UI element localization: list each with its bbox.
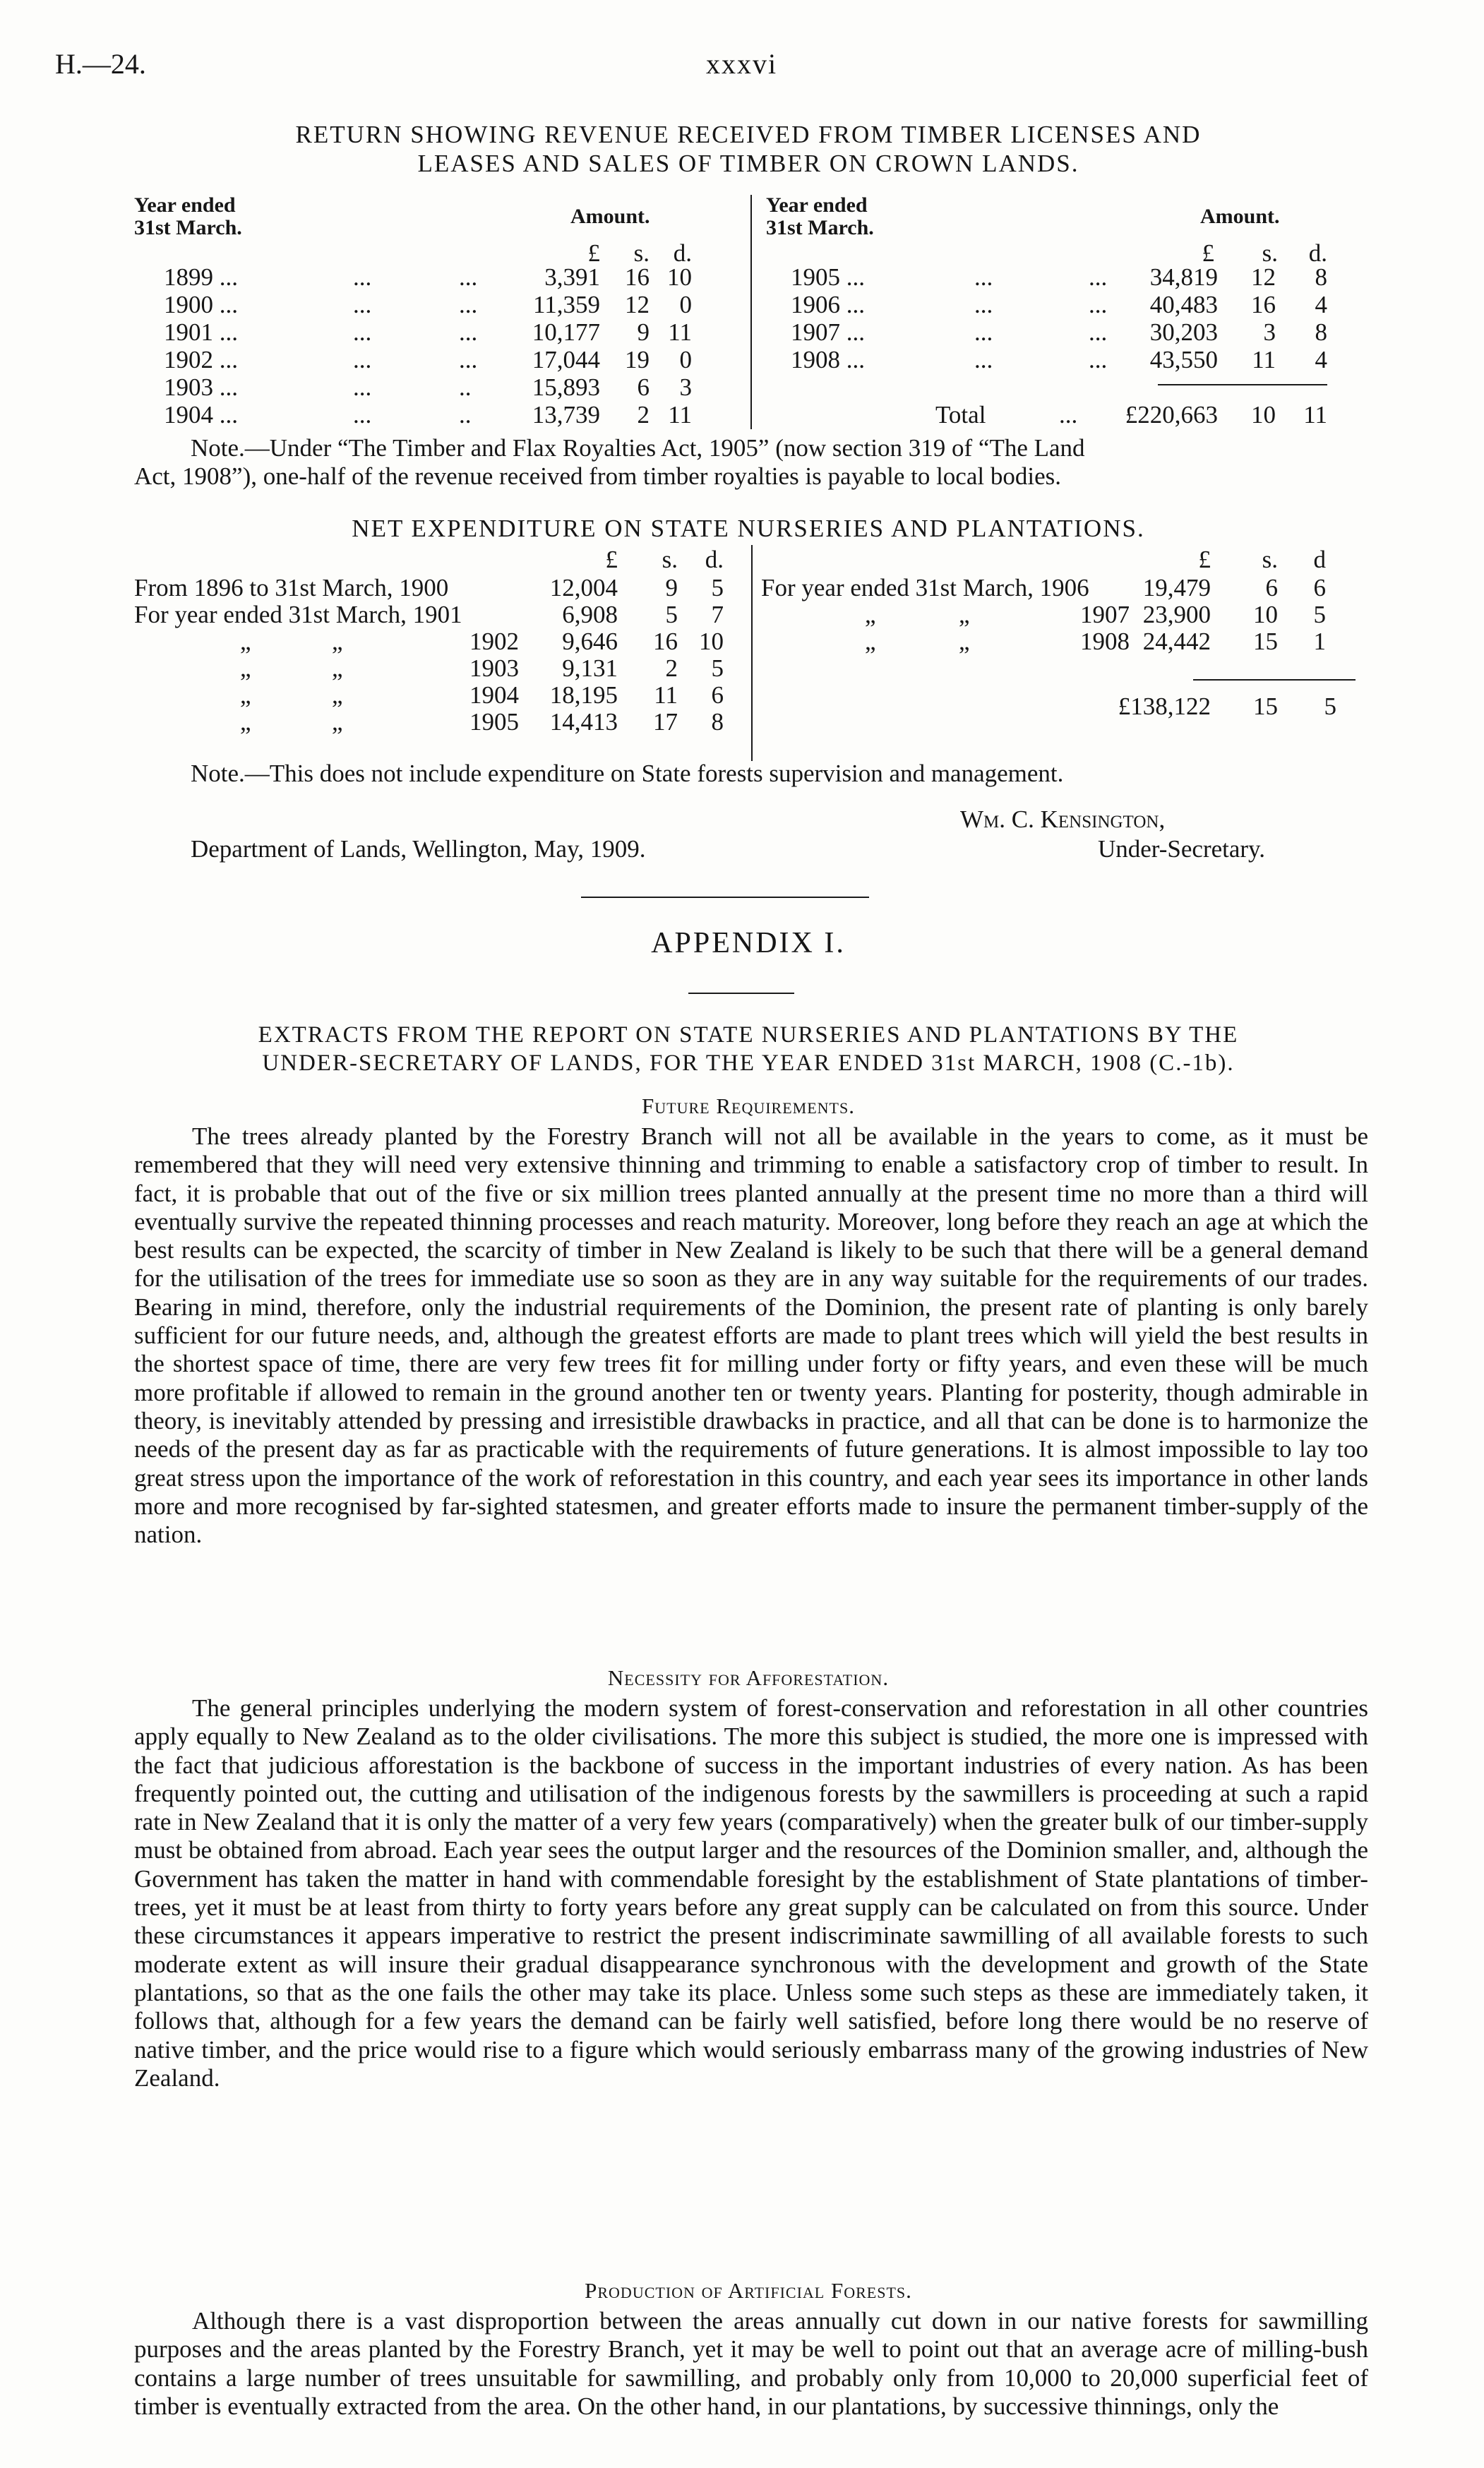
revenue-col-year-left-2: 31st March. xyxy=(134,216,242,239)
section-heading-production: Production of Artificial Forests. xyxy=(585,2278,912,2303)
revenue-total-rule xyxy=(1158,384,1327,385)
pounds-cell: 9,646 xyxy=(562,628,618,655)
extracts-title-line1: EXTRACTS FROM THE REPORT ON STATE NURSERIES AND PLANTATIONS BY THE xyxy=(258,1022,1239,1048)
year-cell: 1904 ... xyxy=(164,401,238,429)
period-cell: For year ended 31st March, 1906 xyxy=(761,574,1089,601)
total-pounds: £138,122 xyxy=(1118,693,1211,720)
ditto-mark: „ xyxy=(332,628,343,655)
year-cell: 1905 ... xyxy=(791,263,865,291)
shillings-cell: 12 xyxy=(1251,263,1276,291)
nurseries-unit-pound-right: £ xyxy=(1198,546,1211,573)
nurseries-note: Note.—This does not include expenditure on State forests supervision and management. xyxy=(191,760,1064,787)
revenue-unit-s-left: s. xyxy=(633,239,650,267)
pounds-cell: 43,550 xyxy=(1149,346,1218,373)
pence-cell: 10 xyxy=(699,628,724,655)
leader-dots: ... xyxy=(459,346,478,373)
pounds-cell: 14,413 xyxy=(549,708,618,736)
shillings-cell: 17 xyxy=(653,708,678,736)
shillings-cell: 2 xyxy=(637,401,650,429)
pounds-cell: 9,131 xyxy=(562,654,618,682)
leader-dots: ... xyxy=(1089,291,1108,318)
nurseries-total-rule xyxy=(1193,679,1356,681)
revenue-col-year-right-1: Year ended xyxy=(766,193,868,217)
page-number: xxxvi xyxy=(706,48,778,80)
section-text-necessity: The general principles underlying the modern system of forest-conservation and reforestation in all other countries apply equally to New Zealand as to the older civilisations. The more this subject is studied, the more one is impressed with the fact that judicious afforestation is the backbone of success in the important industries of every nation. As has been frequently pointed out, the cutting and utilisation of the indigenous forests by the sawmillers is proceeding at such a rapid rate in New Zealand that it is only the matter of a very few years (comparatively) when the greater bulk of our timber-supply must be obtained from abroad. Each year sees the output larger and the resources of the Dominion smaller, and, although the Government has taken the matter in hand with commendable foresight by the establishment of State plantations of timber-trees, yet it must be at least from thirty to forty years before any great supply can be calculated on from this source. Under these circumstances it appears imperative to restrict the present indiscriminate sawmilling of all available forests to such moderate extent as will insure their gradual disappearance synchronous with the development and growth of the State plantations, so that as the one fails the other may take its place. Unless some such steps as these are immediately taken, it follows that, although for a few years the demand can be fairly well satisfied, before long there would be no reserve of native timber, and the price would rise to a figure which would seriously embarrass many of the growing industries of New Zealand. xyxy=(134,1694,1368,2092)
pence-cell: 5 xyxy=(711,654,724,682)
leader-dots: ... xyxy=(1089,263,1108,291)
revenue-unit-d-right: d. xyxy=(1308,239,1327,267)
shillings-cell: 16 xyxy=(1251,291,1276,318)
nurseries-unit-d-left: d. xyxy=(705,546,724,573)
revenue-column-divider xyxy=(750,195,752,429)
revenue-unit-s-right: s. xyxy=(1262,239,1278,267)
leader-dots: ... xyxy=(353,291,372,318)
pounds-cell: 30,203 xyxy=(1149,318,1218,346)
pence-cell: 0 xyxy=(679,291,692,318)
leader-dots: ... xyxy=(459,291,478,318)
shillings-cell: 2 xyxy=(665,654,678,682)
leader-dots: ... xyxy=(1089,346,1108,373)
shillings-cell: 15 xyxy=(1253,628,1278,655)
revenue-col-year-right-2: 31st March. xyxy=(766,216,874,239)
pounds-cell: 18,195 xyxy=(549,681,618,709)
pounds-cell: 15,893 xyxy=(532,373,600,401)
pence-cell: 6 xyxy=(711,681,724,709)
pounds-cell: 13,739 xyxy=(532,401,600,429)
revenue-unit-pound-left: £ xyxy=(587,239,600,267)
pence-cell: 8 xyxy=(711,708,724,736)
shillings-cell: 5 xyxy=(665,601,678,628)
section-divider xyxy=(581,897,869,898)
pence-cell: 11 xyxy=(668,401,692,429)
pence-cell: 4 xyxy=(1315,291,1327,318)
nurseries-unit-d-right: d xyxy=(1313,546,1326,573)
shillings-cell: 12 xyxy=(625,291,650,318)
signature-title: Under-Secretary. xyxy=(1098,835,1266,863)
year-cell: 1905 xyxy=(469,708,519,736)
year-cell: 1900 ... xyxy=(164,291,238,318)
shillings-cell: 9 xyxy=(665,574,678,601)
shillings-cell: 6 xyxy=(637,373,650,401)
signature-name: Wm. C. Kensington, xyxy=(960,805,1166,833)
leader-dots: ... xyxy=(1059,401,1078,429)
pence-cell: 0 xyxy=(679,346,692,373)
total-pence: 11 xyxy=(1303,401,1327,429)
section-text-production: Although there is a vast disproportion between the areas annually cut down in our native forests for sawmilling purposes and the areas planted by the Forestry Branch, yet it may be well to point out that an average acre of milling-bush contains a large number of trees unsuitable for sawmilling, and probably only from 10,000 to 20,000 superficial feet of timber is eventually extracted from the area. On the other hand, in our plantations, by successive thinnings, only the xyxy=(134,2307,1368,2420)
pence-cell: 11 xyxy=(668,318,692,346)
leader-dots: ... xyxy=(974,346,993,373)
ditto-mark: „ xyxy=(865,628,876,655)
period-cell: From 1896 to 31st March, 1900 xyxy=(134,574,449,601)
nurseries-unit-s-left: s. xyxy=(662,546,678,573)
leader-dots: ... xyxy=(1089,318,1108,346)
year-cell: 1903 xyxy=(469,654,519,682)
year-cell: 1907 xyxy=(1080,601,1130,628)
section-text-future: The trees already planted by the Forestry Branch will not all be available in the years to come, as it must be remembered that they will need very extensive thinning and trimming to enable a satisfactory crop of timber to result. In fact, it is probable that out of the five or six million trees planted annually at the present time no more than a third will eventually survive the repeated thinning processes and reach maturity. Moreover, long before they reach an age at which the best results can be expected, the scarcity of timber in New Zealand is likely to be such that there will be a general demand for the utilisation of the trees for immediate use so soon as they are in any way suitable for the requirements of our trades. Bearing in mind, therefore, only the industrial requirements of the Dominion, the present rate of planting is only barely sufficient for our future needs, and, although the greatest efforts are made to plant trees which will yield the best results in the shortest space of time, there are very few trees fit for milling under forty or fifty years, and even these will be much more profitable if allowed to remain in the ground another ten or twenty years. Planting for posterity, though admirable in theory, is inevitably attended by pressing and irresistible drawbacks in practice, and all that can be done is to harmonize the needs of the present day as far as practicable with the requirements of future generations. It is almost impossible to lay too great stress upon the importance of the work of reforestation in this country, and each year sees its importance in other lands more and more recognised by far-sighted statesmen, and greater efforts made to insure the permanent timber-supply of the nation. xyxy=(134,1122,1368,1549)
year-cell: 1904 xyxy=(469,681,519,709)
leader-dots: ... xyxy=(974,263,993,291)
ditto-mark: „ xyxy=(332,681,343,709)
total-pence: 5 xyxy=(1324,693,1336,720)
pence-cell: 5 xyxy=(1313,601,1326,628)
revenue-col-amount-right: Amount. xyxy=(1200,205,1280,228)
pounds-cell: 34,819 xyxy=(1149,263,1218,291)
total-shillings: 15 xyxy=(1253,693,1278,720)
shillings-cell: 16 xyxy=(653,628,678,655)
pence-cell: 8 xyxy=(1315,263,1327,291)
revenue-title-line2: LEASES AND SALES OF TIMBER ON CROWN LANDS. xyxy=(417,150,1079,177)
ditto-mark: „ xyxy=(865,601,876,628)
leader-dots: ... xyxy=(353,263,372,291)
leader-dots: ... xyxy=(353,318,372,346)
shillings-cell: 16 xyxy=(625,263,650,291)
pounds-cell: 40,483 xyxy=(1149,291,1218,318)
page-code: H.—24. xyxy=(55,48,146,80)
shillings-cell: 3 xyxy=(1263,318,1276,346)
ditto-mark: „ xyxy=(240,628,251,655)
ditto-mark: „ xyxy=(240,681,251,709)
nurseries-column-divider xyxy=(751,545,753,761)
shillings-cell: 11 xyxy=(1252,346,1276,373)
ditto-mark: „ xyxy=(332,654,343,682)
shillings-cell: 10 xyxy=(1253,601,1278,628)
revenue-col-year-left-1: Year ended xyxy=(134,193,236,217)
ditto-mark: „ xyxy=(959,601,970,628)
leader-dots: ... xyxy=(459,318,478,346)
pounds-cell: 12,004 xyxy=(549,574,618,601)
pence-cell: 4 xyxy=(1315,346,1327,373)
section-heading-necessity: Necessity for Afforestation. xyxy=(607,1665,890,1690)
pounds-cell: 10,177 xyxy=(532,318,600,346)
pounds-cell: 17,044 xyxy=(532,346,600,373)
year-cell: 1901 ... xyxy=(164,318,238,346)
pounds-cell: 24,442 xyxy=(1142,628,1211,655)
leader-dots: .. xyxy=(459,373,472,401)
ditto-mark: „ xyxy=(332,708,343,736)
revenue-note-line1: Note.—Under “The Timber and Flax Royalties Act, 1905” (now section 319 of “The Land xyxy=(191,434,1085,462)
pounds-cell: 11,359 xyxy=(533,291,600,318)
year-cell: 1908 ... xyxy=(791,346,865,373)
ditto-mark: „ xyxy=(240,708,251,736)
total-shillings: 10 xyxy=(1251,401,1276,429)
pence-cell: 6 xyxy=(1313,574,1326,601)
pence-cell: 1 xyxy=(1313,628,1326,655)
leader-dots: ... xyxy=(459,263,478,291)
ditto-mark: „ xyxy=(240,654,251,682)
pounds-cell: 23,900 xyxy=(1142,601,1211,628)
leader-dots: ... xyxy=(353,401,372,429)
shillings-cell: 9 xyxy=(637,318,650,346)
pounds-cell: 19,479 xyxy=(1142,574,1211,601)
nurseries-title: NET EXPENDITURE ON STATE NURSERIES AND PLANTATIONS. xyxy=(352,515,1145,542)
year-cell: 1902 xyxy=(469,628,519,655)
leader-dots: ... xyxy=(974,291,993,318)
leader-dots: ... xyxy=(974,318,993,346)
leader-dots: ... xyxy=(353,373,372,401)
extracts-title-line2: UNDER-SECRETARY OF LANDS, FOR THE YEAR ENDED 31st MARCH, 1908 (C.-1b). xyxy=(262,1050,1235,1076)
signature-department: Department of Lands, Wellington, May, 1909. xyxy=(191,835,646,863)
year-cell: 1899 ... xyxy=(164,263,238,291)
pence-cell: 10 xyxy=(667,263,692,291)
revenue-col-amount-left: Amount. xyxy=(570,205,650,228)
pence-cell: 3 xyxy=(679,373,692,401)
shillings-cell: 19 xyxy=(625,346,650,373)
revenue-title-line1: RETURN SHOWING REVENUE RECEIVED FROM TIMBER LICENSES AND xyxy=(295,121,1202,148)
shillings-cell: 6 xyxy=(1265,574,1278,601)
total-label: Total xyxy=(935,401,986,429)
revenue-unit-d-left: d. xyxy=(673,239,692,267)
nurseries-unit-s-right: s. xyxy=(1262,546,1278,573)
year-cell: 1908 xyxy=(1080,628,1130,655)
pence-cell: 5 xyxy=(711,574,724,601)
year-cell: 1902 ... xyxy=(164,346,238,373)
appendix-rule xyxy=(688,993,794,994)
ditto-mark: „ xyxy=(959,628,970,655)
year-cell: 1906 ... xyxy=(791,291,865,318)
pence-cell: 8 xyxy=(1315,318,1327,346)
pence-cell: 7 xyxy=(711,601,724,628)
nurseries-unit-pound-left: £ xyxy=(605,546,618,573)
pounds-cell: 6,908 xyxy=(562,601,618,628)
pounds-cell: 3,391 xyxy=(544,263,600,291)
revenue-note-line2: Act, 1908”), one-half of the revenue received from timber royalties is payable to local bodies. xyxy=(134,462,1061,490)
total-pounds: £220,663 xyxy=(1125,401,1218,429)
leader-dots: ... xyxy=(353,346,372,373)
leader-dots: .. xyxy=(459,401,472,429)
appendix-title: APPENDIX I. xyxy=(651,927,846,959)
period-cell: For year ended 31st March, 1901 xyxy=(134,601,462,628)
revenue-unit-pound-right: £ xyxy=(1202,239,1214,267)
year-cell: 1907 ... xyxy=(791,318,865,346)
section-heading-future: Future Requirements. xyxy=(642,1094,855,1118)
year-cell: 1903 ... xyxy=(164,373,238,401)
shillings-cell: 11 xyxy=(654,681,678,709)
